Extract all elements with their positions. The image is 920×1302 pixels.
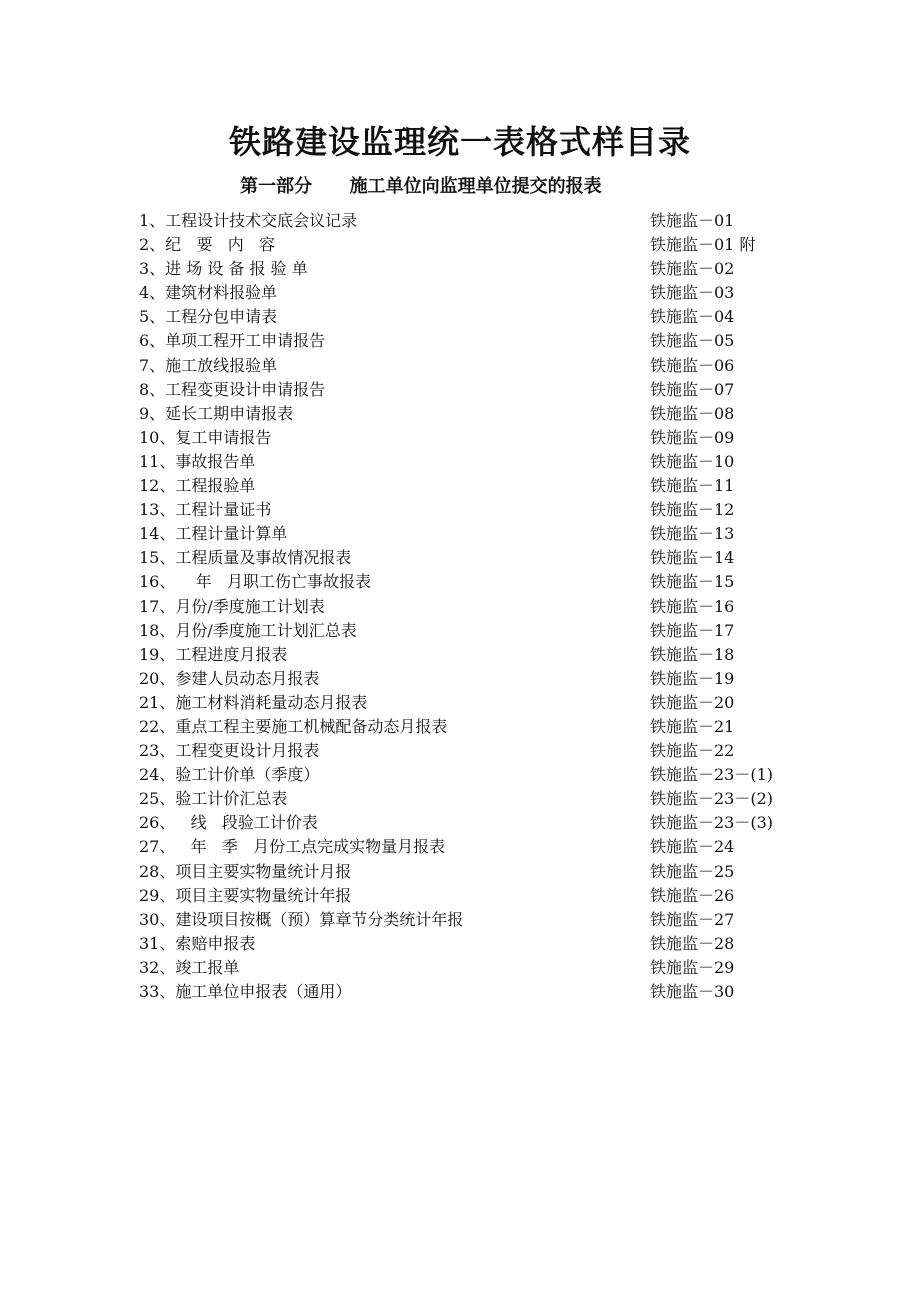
toc-entry (0, 956, 920, 980)
toc-entry-form-code: 铁施监－10 (650, 451, 735, 471)
toc-entry (0, 378, 920, 402)
toc-entry-form-code: 铁施监－30 (650, 982, 735, 1001)
toc-entry-form-code: 铁施监－03 (650, 283, 735, 303)
toc-entry-label: 14、工程计量计算单 (139, 524, 288, 544)
toc-entry-form-code: 铁施监－01 附 (650, 235, 756, 255)
toc-entry-form-code: 铁施监－17 (650, 620, 735, 640)
toc-entry-label: 26、 线 段验工计价表 (139, 813, 318, 833)
toc-entry-label: 2、纪 要 内 容 (139, 235, 275, 255)
toc-entry (0, 570, 920, 594)
toc-entry-form-code: 铁施监－23－(3) (650, 813, 774, 833)
toc-entry-label: 22、重点工程主要施工机械配备动态月报表 (139, 716, 448, 736)
toc-entry-form-code: 铁施监－16 (650, 596, 735, 616)
toc-entry (0, 498, 920, 522)
toc-entry (0, 595, 920, 619)
toc-entry-form-code: 铁施监－09 (650, 427, 735, 447)
toc-entry-form-code: 铁施监－20 (650, 692, 735, 712)
toc-entry-label: 9、延长工期申请报表 (139, 403, 294, 423)
toc-entry (0, 884, 920, 908)
toc-entry-label: 23、工程变更设计月报表 (139, 741, 320, 761)
toc-entry (0, 811, 920, 835)
toc-entry-label: 24、验工计价单（季度） (139, 765, 320, 785)
toc-entry-form-code: 铁施监－18 (650, 644, 735, 664)
toc-entry (0, 426, 920, 450)
toc-entry-form-code: 铁施监－12 (650, 500, 735, 520)
toc-entry-form-code: 铁施监－08 (650, 403, 735, 423)
toc-entry-form-code: 铁施监－19 (650, 668, 735, 688)
part-heading: 第一部分 施工单位向监理单位提交的报表 (240, 176, 602, 197)
toc-entry-form-code: 铁施监－25 (650, 861, 735, 881)
toc-entry (0, 474, 920, 498)
toc-entry (0, 546, 920, 570)
toc-entry-form-code: 铁施监－04 (650, 307, 735, 327)
toc-entry-form-code: 铁施监－26 (650, 885, 735, 905)
toc-entry-label: 17、月份/季度施工计划表 (139, 596, 325, 616)
toc-entry-label: 21、施工材料消耗量动态月报表 (139, 692, 368, 712)
toc-entry-label: 27、 年 季 月份工点完成实物量月报表 (139, 837, 446, 857)
toc-entry-label: 18、月份/季度施工计划汇总表 (139, 620, 357, 640)
toc-entry (0, 667, 920, 691)
toc-entry-form-code: 铁施监－29 (650, 957, 735, 977)
toc-entry-label: 11、事故报告单 (139, 451, 256, 471)
toc-entry-label: 30、建设项目按概（预）算章节分类统计年报 (139, 909, 464, 929)
toc-entry (0, 354, 920, 378)
toc-entry-form-code: 铁施监－02 (650, 259, 735, 279)
toc-entry-form-code: 铁施监－11 (650, 476, 735, 496)
toc-entry-label: 7、施工放线报验单 (139, 355, 278, 375)
toc-entry (0, 305, 920, 329)
toc-entry (0, 835, 920, 859)
toc-entry (0, 787, 920, 811)
toc-entry-form-code: 铁施监－24 (650, 837, 735, 857)
toc-entry-label: 3、进 场 设 备 报 验 单 (139, 259, 308, 279)
toc-entry (0, 932, 920, 956)
toc-entry-label: 4、建筑材料报验单 (139, 283, 278, 303)
toc-entry-form-code: 铁施监－15 (650, 572, 735, 592)
toc-entry (0, 281, 920, 305)
document-title: 铁路建设监理统一表格式样目录 (228, 123, 691, 161)
toc-entry-label: 32、竣工报单 (139, 957, 240, 977)
toc-entry (0, 209, 920, 233)
toc-entry-label: 8、工程变更设计申请报告 (139, 379, 326, 399)
toc-entry (0, 257, 920, 281)
toc-entry (0, 450, 920, 474)
toc-entry-label: 20、参建人员动态月报表 (139, 668, 320, 688)
toc-entry-label: 6、单项工程开工申请报告 (139, 331, 326, 351)
toc-entry-form-code: 铁施监－21 (650, 716, 735, 736)
toc-entry-label: 31、索赔申报表 (139, 933, 256, 953)
toc-entry-label: 29、项目主要实物量统计年报 (139, 885, 352, 905)
toc-entry-form-code: 铁施监－06 (650, 355, 735, 375)
toc-entry-label: 5、工程分包申请表 (139, 307, 278, 327)
toc-entry-form-code: 铁施监－28 (650, 933, 735, 953)
toc-entry-label: 16、 年 月职工伤亡事故报表 (139, 572, 371, 592)
toc-entry-form-code: 铁施监－07 (650, 379, 735, 399)
toc-entry (0, 908, 920, 932)
toc-entry (0, 739, 920, 763)
toc-entry-label: 12、工程报验单 (139, 476, 256, 496)
toc-entry (0, 643, 920, 667)
toc-entry (0, 619, 920, 643)
toc-entry-label: 28、项目主要实物量统计月报 (139, 861, 352, 881)
toc-entry-form-code: 铁施监－23－(1) (650, 765, 774, 785)
toc-entry-form-code: 铁施监－23－(2) (650, 789, 774, 809)
toc-entry (0, 402, 920, 426)
toc-entry-label: 33、施工单位申报表（通用） (139, 982, 352, 1001)
toc-entry (0, 233, 920, 257)
toc-entry (0, 715, 920, 739)
toc-entry-form-code: 铁施监－27 (650, 909, 735, 929)
toc-entry (0, 522, 920, 546)
toc-entry-form-code: 铁施监－05 (650, 331, 735, 351)
toc-entry-form-code: 铁施监－13 (650, 524, 735, 544)
toc-entry-form-code: 铁施监－22 (650, 741, 735, 761)
toc-entry-label: 13、工程计量证书 (139, 500, 272, 520)
toc-entry-label: 10、复工申请报告 (139, 427, 272, 447)
toc-entry-form-code: 铁施监－14 (650, 548, 735, 568)
toc-entry-label: 15、工程质量及事故情况报表 (139, 548, 352, 568)
toc-entry (0, 763, 920, 787)
toc-entry-form-code: 铁施监－01 (650, 211, 735, 230)
toc-entry-label: 19、工程进度月报表 (139, 644, 288, 664)
table-of-contents (0, 209, 920, 1004)
toc-entry-label: 25、验工计价汇总表 (139, 789, 288, 809)
toc-entry (0, 860, 920, 884)
toc-entry (0, 980, 920, 1004)
toc-entry-label: 1、工程设计技术交底会议记录 (139, 211, 358, 230)
toc-entry (0, 691, 920, 715)
toc-entry (0, 329, 920, 353)
